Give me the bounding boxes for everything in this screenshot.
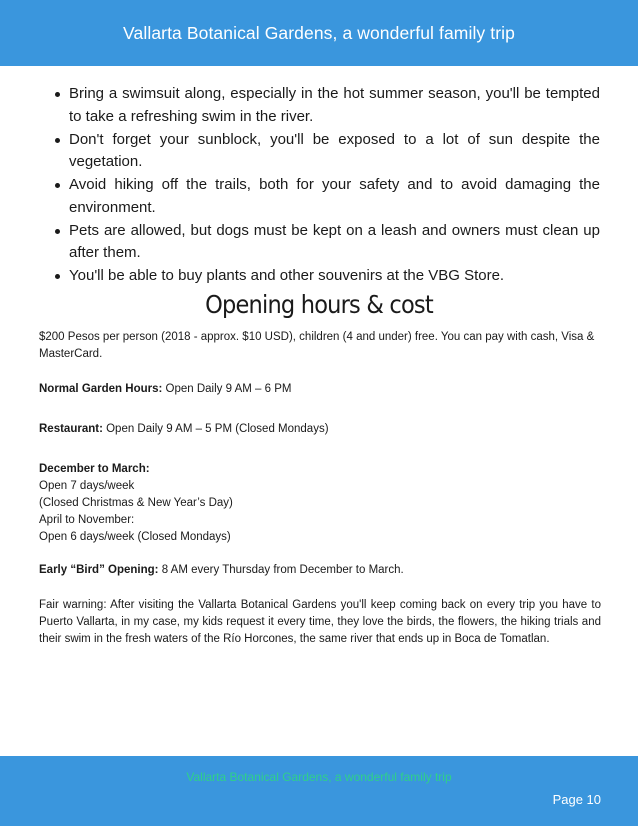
normal-hours-value: Open Daily 9 AM – 6 PM (165, 383, 292, 395)
header-title: Vallarta Botanical Gardens, a wonderful family trip (123, 22, 515, 43)
season-label: December to March: (39, 463, 150, 475)
list-item (52, 83, 600, 128)
list-item-text: Don't forget your sunblock, you'll be exposed to a lot of sun despite the vegetation. (69, 130, 600, 170)
page-footer (0, 756, 638, 826)
bullet-icon (55, 229, 60, 234)
season-line: (Closed Christmas & New Year’s Day) (39, 497, 233, 509)
normal-hours-paragraph (39, 381, 601, 398)
bullet-icon (55, 183, 60, 188)
footer-title: Vallarta Botanical Gardens, a wonderful family trip (186, 770, 452, 784)
restaurant-label: Restaurant: (39, 423, 103, 435)
list-item-text: Avoid hiking off the trails, both for your safety and to avoid damaging the environment. (69, 176, 600, 216)
section-heading: Opening hours & cost (205, 290, 433, 319)
bullet-icon (55, 274, 60, 279)
list-item-text: Bring a swimsuit along, especially in the hot summer season, you'll be tempted to take a refreshing swim in the river. (69, 85, 600, 125)
price-paragraph: $200 Pesos per person (2018 - approx. $10 USD), children (4 and under) free. You can pay with cash, Visa & MasterCard. (39, 331, 595, 360)
list-item-text: Pets are allowed, but dogs must be kept on a leash and owners must clean up after them. (69, 221, 600, 261)
list-item (52, 265, 600, 288)
page-number: Page 10 (552, 792, 601, 807)
season-line: April to November: (39, 514, 135, 526)
list-item (52, 129, 600, 174)
bullet-icon (55, 138, 60, 143)
normal-hours-label: Normal Garden Hours: (39, 383, 163, 395)
early-opening-value: 8 AM every Thursday from December to March. (161, 564, 404, 576)
season-line: Open 7 days/week (39, 480, 135, 492)
season-line: Open 6 days/week (Closed Mondays) (39, 531, 231, 543)
early-opening-label: Early “Bird” Opening: (39, 564, 159, 576)
restaurant-paragraph (39, 421, 601, 438)
list-item-text: You'll be able to buy plants and other souvenirs at the VBG Store. (69, 267, 505, 284)
early-opening-paragraph (39, 562, 601, 579)
seasonal-schedule (39, 461, 601, 546)
bullet-icon (55, 92, 60, 97)
list-item (52, 220, 600, 265)
warning-paragraph: Fair warning: After visiting the Vallarta Botanical Gardens you'll keep coming back on every trip you have to Puerto Vallarta, in my case, my kids request it every time, they love the birds, the flowers, the hiking trials and their swim in the fresh waters of the Río Horcones, the same river that ends up in Boca de Tomatlan. (39, 599, 601, 645)
restaurant-value: Open Daily 9 AM – 5 PM (Closed Mondays) (106, 423, 329, 435)
page-header (0, 0, 638, 66)
tips-list (52, 83, 600, 288)
list-item (52, 174, 600, 219)
